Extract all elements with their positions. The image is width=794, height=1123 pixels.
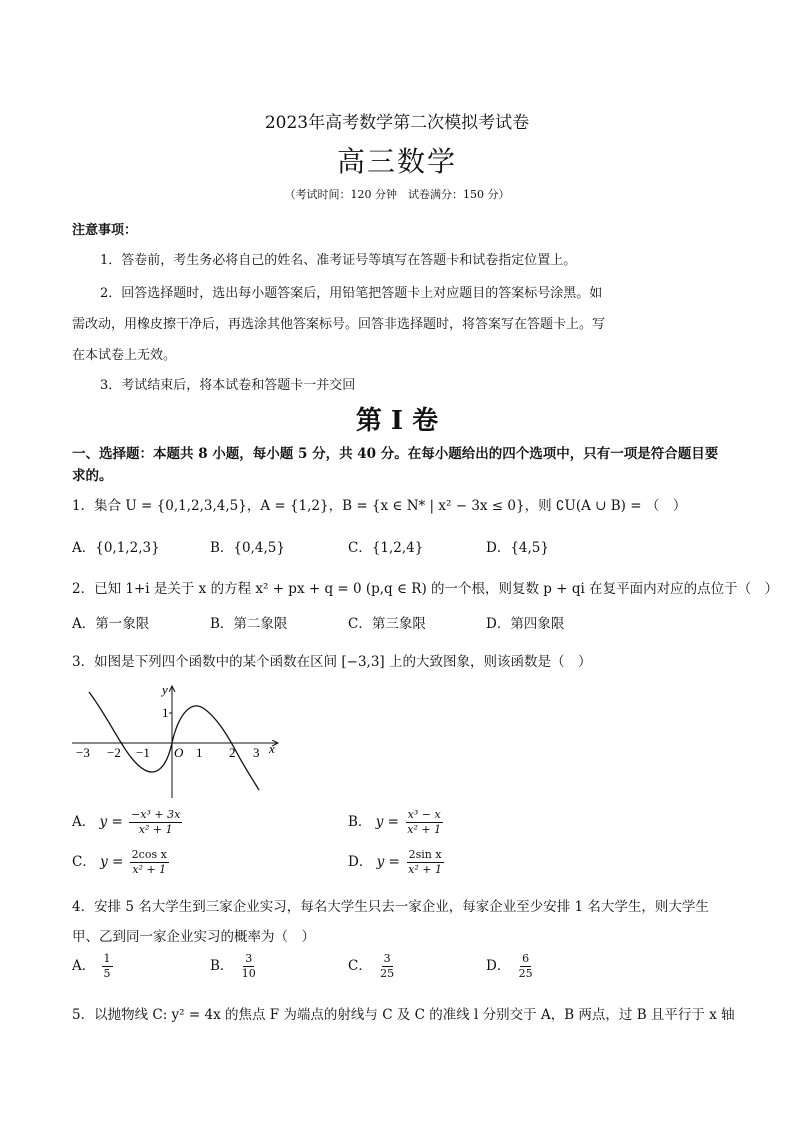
- x-tick-2: 2: [229, 745, 236, 760]
- function-curve: [89, 692, 259, 790]
- notice-line-4: 在本试卷上无效。: [72, 348, 177, 363]
- notice-line-5: 3．考试结束后，将本试卷和答题卡一并交回: [100, 378, 356, 393]
- q1-option-b: B．{0,4,5}: [210, 540, 285, 556]
- origin-label: O: [174, 745, 184, 760]
- x-tick-neg1: −1: [136, 745, 150, 760]
- main-title: 高三数学: [336, 145, 457, 178]
- question-2-stem: 2．已知 1+i 是关于 x 的方程 x² + px + q = 0 (p,q ∈ R) 的一个根，则复数 p + qi 在复平面内对应的点位于（ ）: [72, 581, 779, 597]
- q1-option-a: A．{0,1,2,3}: [72, 540, 160, 556]
- q1-option-c: C．{1,2,4}: [348, 540, 424, 556]
- notice-heading: 注意事项：: [72, 223, 138, 238]
- q2-option-d: D．第四象限: [486, 616, 565, 632]
- q3-option-a: A． y = $\frac{\text{−x³ + 3x}}{\text{x² + 1}}$: [72, 808, 181, 836]
- x-tick-3: 3: [253, 745, 260, 760]
- question-4-stem-line-1: 4．安排 5 名大学生到三家企业实习，每名大学生只去一家企业，每家企业至少安排 1 名大学生，则大学生: [72, 899, 709, 915]
- x-tick-1: 1: [196, 745, 203, 760]
- question-4-stem-line-2: 甲、乙到同一家企业实习的概率为（ ）: [72, 929, 315, 945]
- exam-title: 2023年高考数学第二次模拟考试卷: [264, 113, 530, 133]
- q3-option-b: B． y = $\frac{\text{x³ − x}}{\text{x² + 1}}$: [348, 808, 442, 836]
- notice-line-3: 需改动，用橡皮擦干净后，再选涂其他答案标号。回答非选择题时，将答案写在答题卡上。写: [72, 317, 606, 332]
- question-1-stem: 1．集合 U = {0,1,2,3,4,5}，A = {1,2}，B = {x ∈ N* | x² − 3x ≤ 0}，则 ∁U(A ∪ B) = （ ）: [72, 498, 687, 514]
- q4-option-c: C． $\frac{3}{25}$: [348, 952, 395, 980]
- y-axis-label: y: [162, 682, 168, 697]
- notice-line-1: 1．答卷前，考生务必将自己的姓名、准考证号等填写在答题卡和试卷指定位置上。: [100, 253, 577, 268]
- y-tick-label: 1: [162, 705, 169, 720]
- q4-option-d: D． $\frac{6}{25}$: [486, 952, 533, 980]
- notice-line-2: 2．回答选择题时，选出每小题答案后，用铅笔把答题卡上对应题目的答案标号涂黑。如: [100, 286, 603, 301]
- q4-option-b: B． $\frac{3}{10}$: [210, 952, 256, 980]
- section-title: 第 I 卷: [355, 406, 439, 436]
- question-5-stem: 5．以抛物线 C: y² = 4x 的焦点 F 为端点的射线与 C 及 C 的准线 l 分别交于 A，B 两点，过 B 且平行于 x 轴: [72, 1007, 735, 1023]
- q3-option-d: D． y = $\frac{\text{2sin x}}{\text{x² + 1}}$: [348, 848, 442, 876]
- q2-option-b: B．第二象限: [210, 616, 288, 632]
- x-tick-neg2: −2: [107, 745, 121, 760]
- q4-option-a: A． $\frac{1}{5}$: [72, 952, 111, 980]
- section-desc-line-2: 求的。: [72, 468, 113, 484]
- question-3-stem: 3．如图是下列四个函数中的某个函数在区间 [−3,3] 上的大致图象，则该函数是（ ）: [72, 654, 592, 670]
- q1-option-d: D．{4,5}: [486, 540, 549, 556]
- x-tick-neg3: −3: [76, 745, 90, 760]
- q2-option-c: C．第三象限: [348, 616, 426, 632]
- time-note: （考试时间：120 分钟 试卷满分：150 分）: [284, 188, 510, 201]
- q3-option-c: C． y = $\frac{\text{2cos x}}{\text{x² + 1}}$: [72, 848, 167, 876]
- q2-option-a: A．第一象限: [72, 616, 150, 632]
- function-graph: [70, 680, 285, 800]
- x-axis-label: x: [269, 741, 275, 756]
- section-desc-line-1: 一、选择题：本题共 8 小题，每小题 5 分，共 40 分。在每小题给出的四个选项中，只有一项是符合题目要: [72, 446, 719, 462]
